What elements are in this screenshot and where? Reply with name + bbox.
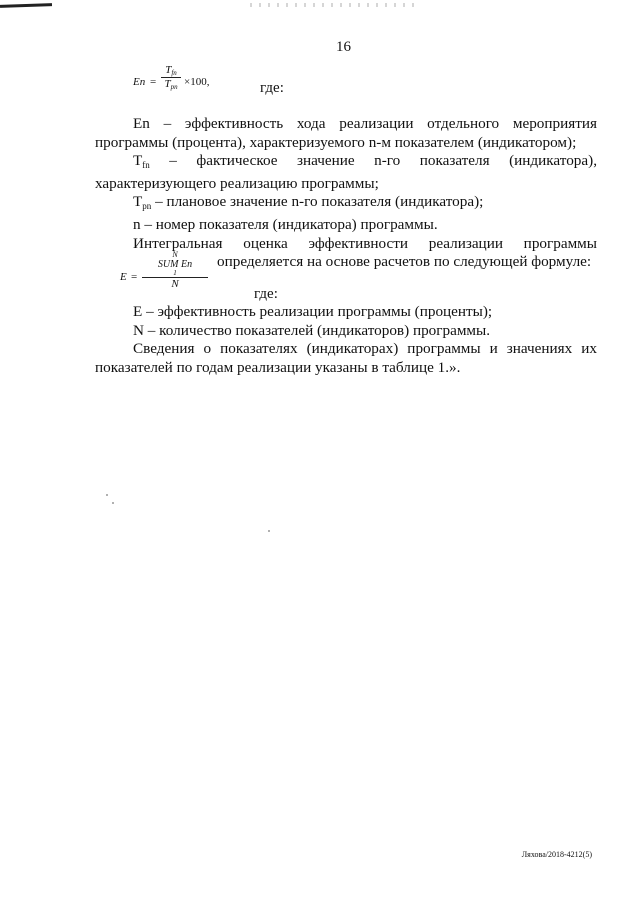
- definition-e: E – эффективность реализации программы (проценты);: [133, 303, 493, 320]
- scan-speck: [268, 530, 270, 532]
- scan-speck: [106, 494, 108, 496]
- formula-integral: [120, 250, 230, 296]
- formula-equals: =: [150, 76, 157, 88]
- definition-n: n – номер показателя (индикатора) программы.: [133, 215, 438, 233]
- integral-line-1: Интегральная оценка эффективности реализации программы: [133, 234, 597, 252]
- definition-n-count: N – количество показателей (индикаторов) программы.: [133, 321, 491, 339]
- definition-tfn: Tfn – фактическое значение n-го показателя (индикатора), характеризующего реализацию программы;: [95, 152, 597, 192]
- formula-efficiency-item: [133, 64, 223, 100]
- formula2-numerator: SUM En: [157, 259, 193, 270]
- formula-multiplier: ×100,: [184, 76, 210, 88]
- definitions-block-2: [95, 303, 597, 377]
- formula2-lower-limit: 1: [173, 269, 177, 277]
- where-label-1: где:: [260, 80, 284, 96]
- scan-speck: [112, 502, 114, 504]
- page-number: 16: [336, 39, 351, 55]
- formula-lhs: En: [133, 76, 146, 88]
- definitions-block-1: [95, 115, 597, 272]
- info-table-reference: Сведения о показателях (индикаторах) программы и значениях их показателей по годам реализации указаны в таблице 1.».: [95, 340, 597, 376]
- where-label-2: где:: [254, 286, 278, 302]
- formula-denominator: $T_{pn}$: [164, 78, 178, 91]
- definition-en: En – эффективность хода реализации отдельного мероприятия программы (процента), характеризуемого n-м показателем (индикатором);: [95, 115, 597, 151]
- formula2-lhs: E: [120, 271, 127, 283]
- scan-mark: [0, 3, 52, 8]
- formula-numerator: $T_{fn}$: [165, 64, 177, 77]
- formula-fraction: [161, 64, 181, 91]
- formula2-denominator: N: [171, 278, 179, 290]
- document-reference: Ляхова/2018-4212(5): [521, 850, 592, 859]
- definition-tpn: Tpn – плановое значение n-го показателя (индикатора);: [133, 193, 484, 212]
- scan-speckle: [250, 3, 420, 7]
- formula2-upper-limit: N: [172, 250, 178, 259]
- formula2-equals: =: [131, 271, 138, 283]
- formula2-fraction: [142, 250, 208, 290]
- integral-line-2: определяется на основе расчетов по следующей формуле:: [217, 253, 592, 271]
